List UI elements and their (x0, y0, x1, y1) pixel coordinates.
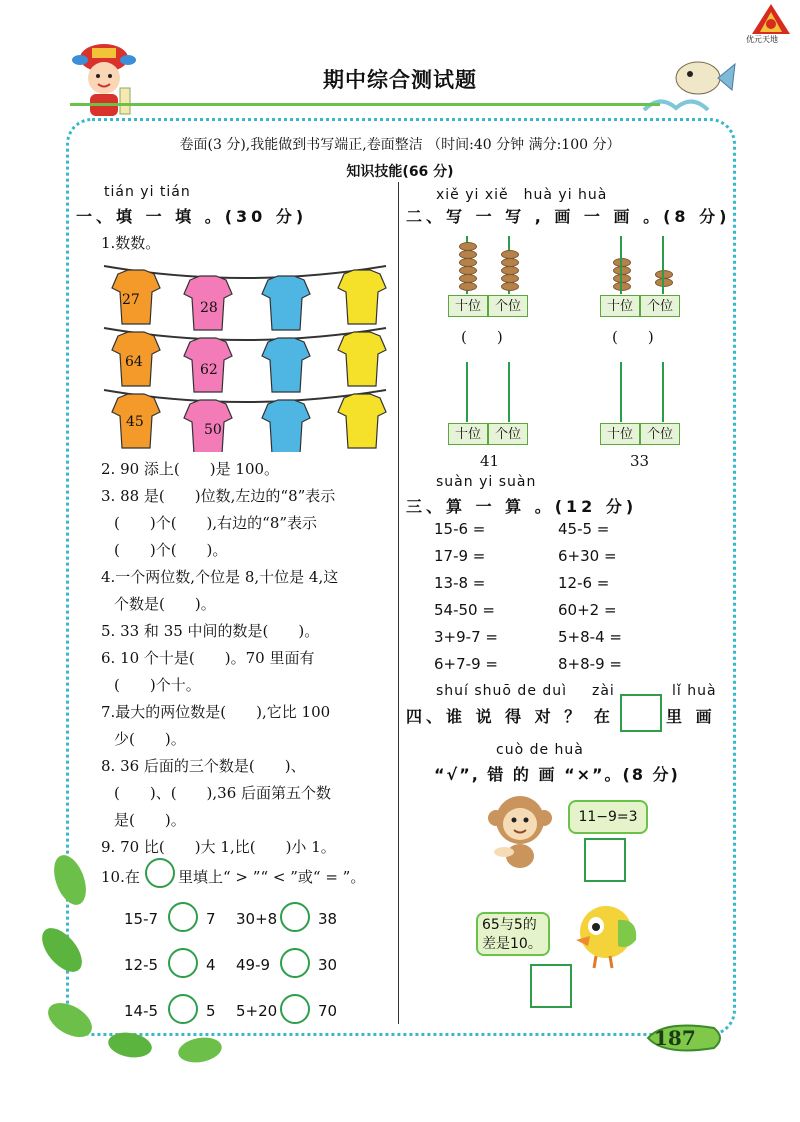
sample-answer-box (620, 694, 662, 732)
shirt-labels (100, 262, 390, 452)
abacus-answer-blank: ( ) (461, 328, 503, 346)
knowledge-skills-heading: 知识技能(66 分) (346, 164, 454, 180)
abacus-rod-ones (508, 362, 510, 422)
abacus-rod-tens (466, 362, 468, 422)
question-10-text: 里填上“ > ”“ < ”或“ = ”。 (178, 868, 366, 886)
calc-right: 8+8-9 = (558, 655, 622, 673)
calc-right: 5+8-4 = (558, 628, 622, 646)
bird-speech-line1: 65与5的 (482, 917, 537, 933)
abacus-answer-blank: ( ) (612, 328, 654, 346)
shirt-number: 64 (125, 354, 143, 370)
question-3-line1: 3. 88 是( )位数,左边的“8”表示 (101, 487, 336, 505)
compare-right-value: 70 (318, 1002, 338, 1020)
section3-pinyin: suàn yi suàn (436, 474, 537, 490)
bird-speech-line2: 差是10。 (482, 936, 542, 952)
page-number: 187 (654, 1026, 696, 1050)
page-number-badge (644, 1018, 726, 1058)
section1-pinyin: tián yi tián (104, 184, 191, 200)
question-4-line1: 4.一个两位数,个位是 8,十位是 4,这 (101, 568, 339, 586)
abacus-bead (459, 282, 477, 291)
calc-left: 54-50 = (434, 601, 495, 619)
monkey-icon (484, 790, 564, 872)
section4-pinyin-zai: zài (592, 683, 615, 699)
compare-left-value: 4 (206, 956, 216, 974)
shirt-number: 50 (204, 422, 222, 438)
abacus-rod-ones (662, 362, 664, 422)
publisher-logo-icon (750, 2, 792, 36)
shirt-number: 45 (126, 414, 144, 430)
abacus-label-ones: 个位 (640, 295, 680, 317)
question-3-line3: ( )个( )。 (114, 541, 228, 559)
compare-right-expr: 5+20 (236, 1002, 278, 1020)
calc-right: 12-6 = (558, 574, 610, 592)
section3-title: 三、算 一 算 。(12 分) (406, 497, 638, 516)
abacus-label-tens: 十位 (448, 295, 488, 317)
calc-left: 6+7-9 = (434, 655, 498, 673)
question-1: 1.数数。 (101, 234, 161, 252)
question-7-line1: 7.最大的两位数是( ),它比 100 (101, 703, 331, 721)
leaves-decoration-icon (40, 840, 240, 1070)
compare-left-expr: 15-7 (124, 910, 159, 928)
answer-box-monkey[interactable] (584, 838, 626, 882)
section4-pinyin-lihua: lǐ huà (672, 683, 717, 699)
compare-left-value: 7 (206, 910, 216, 928)
question-9: 9. 70 比( )大 1,比( )小 1。 (101, 838, 336, 856)
compare-right-value: 38 (318, 910, 338, 928)
compare-right-expr: 49-9 (236, 956, 271, 974)
abacus-label-ones: 个位 (488, 423, 528, 445)
column-divider (398, 182, 399, 1024)
question-6-line2: ( )个十。 (114, 676, 201, 694)
section4-instruction: “√”, 错 的 画 “×”。(8 分) (434, 765, 680, 784)
abacus-rod-tens (620, 362, 622, 422)
abacus-bead (613, 282, 631, 291)
question-8-line1: 8. 36 后面的三个数是( )、 (101, 757, 306, 775)
monkey-speech-bubble: 11−9=3 (568, 800, 648, 834)
question-6-line1: 6. 10 个十是( )。70 里面有 (101, 649, 315, 667)
publisher-logo-text: 优元天地 (746, 35, 778, 44)
section1-title: 一、填 一 填 。(30 分) (76, 207, 308, 226)
abacus-rod-tens (620, 236, 622, 294)
compare-right-expr: 30+8 (236, 910, 278, 928)
abacus-label-ones: 个位 (488, 295, 528, 317)
question-8-line3: 是( )。 (114, 811, 186, 829)
abacus-label-ones: 个位 (640, 423, 680, 445)
shirt-number: 62 (200, 362, 218, 378)
question-10-prefix: 10.在 (101, 868, 140, 886)
shirt-number: 28 (200, 300, 218, 316)
abacus-label-tens: 十位 (600, 295, 640, 317)
abacus-bead (501, 282, 519, 291)
calc-left: 3+9-7 = (434, 628, 498, 646)
bird-icon (566, 890, 646, 972)
calc-right: 6+30 = (558, 547, 617, 565)
abacus-label-tens: 十位 (448, 423, 488, 445)
compare-left-value: 5 (206, 1002, 216, 1020)
section4-pinyin-cuo: cuò de huà (496, 742, 584, 758)
question-3-line2: ( )个( ),右边的“8”表示 (114, 514, 318, 532)
abacus-label-tens: 十位 (600, 423, 640, 445)
section4-pinyin: shuí shuō de duì (436, 683, 568, 699)
compare-answer-circle[interactable] (280, 994, 310, 1024)
abacus-number: 33 (630, 452, 650, 470)
answer-box-bird[interactable] (530, 964, 572, 1008)
question-7-line2: 少( )。 (114, 730, 186, 748)
calc-right: 45-5 = (558, 520, 610, 538)
calc-left: 17-9 = (434, 547, 486, 565)
abacus-bead (655, 278, 673, 287)
bird-speech-bubble (476, 912, 550, 956)
compare-right-value: 30 (318, 956, 338, 974)
section2-title: 二、写 一 写 , 画 一 画 。(8 分) (406, 207, 731, 226)
calc-right: 60+2 = (558, 601, 617, 619)
abacus-number: 41 (480, 452, 500, 470)
question-2: 2. 90 添上( )是 100。 (101, 460, 280, 478)
question-5: 5. 33 和 35 中间的数是( )。 (101, 622, 320, 640)
calc-left: 15-6 = (434, 520, 486, 538)
compare-left-expr: 12-5 (124, 956, 159, 974)
neatness-note: 卷面(3 分),我能做到书写端正,卷面整洁 （时间:40 分钟 满分:100 分） (179, 137, 621, 153)
compare-answer-circle[interactable] (280, 948, 310, 978)
question-4-line2: 个数是( )。 (114, 595, 216, 613)
calc-left: 13-8 = (434, 574, 486, 592)
compare-answer-circle[interactable] (280, 902, 310, 932)
section4-title: 四、谁 说 得 对 ？ 在 (406, 707, 614, 726)
question-8-line2: ( )、( ),36 后面第五个数 (114, 784, 332, 802)
title-underline (70, 103, 660, 106)
section2-pinyin: xiě yi xiě huà yi huà (436, 187, 608, 203)
shirt-number: 27 (122, 292, 140, 308)
abacus-rod-ones (662, 236, 664, 294)
section4-title-end: 里 画 (666, 707, 716, 726)
page-title: 期中综合测试题 (323, 68, 477, 92)
compare-left-expr: 14-5 (124, 1002, 159, 1020)
